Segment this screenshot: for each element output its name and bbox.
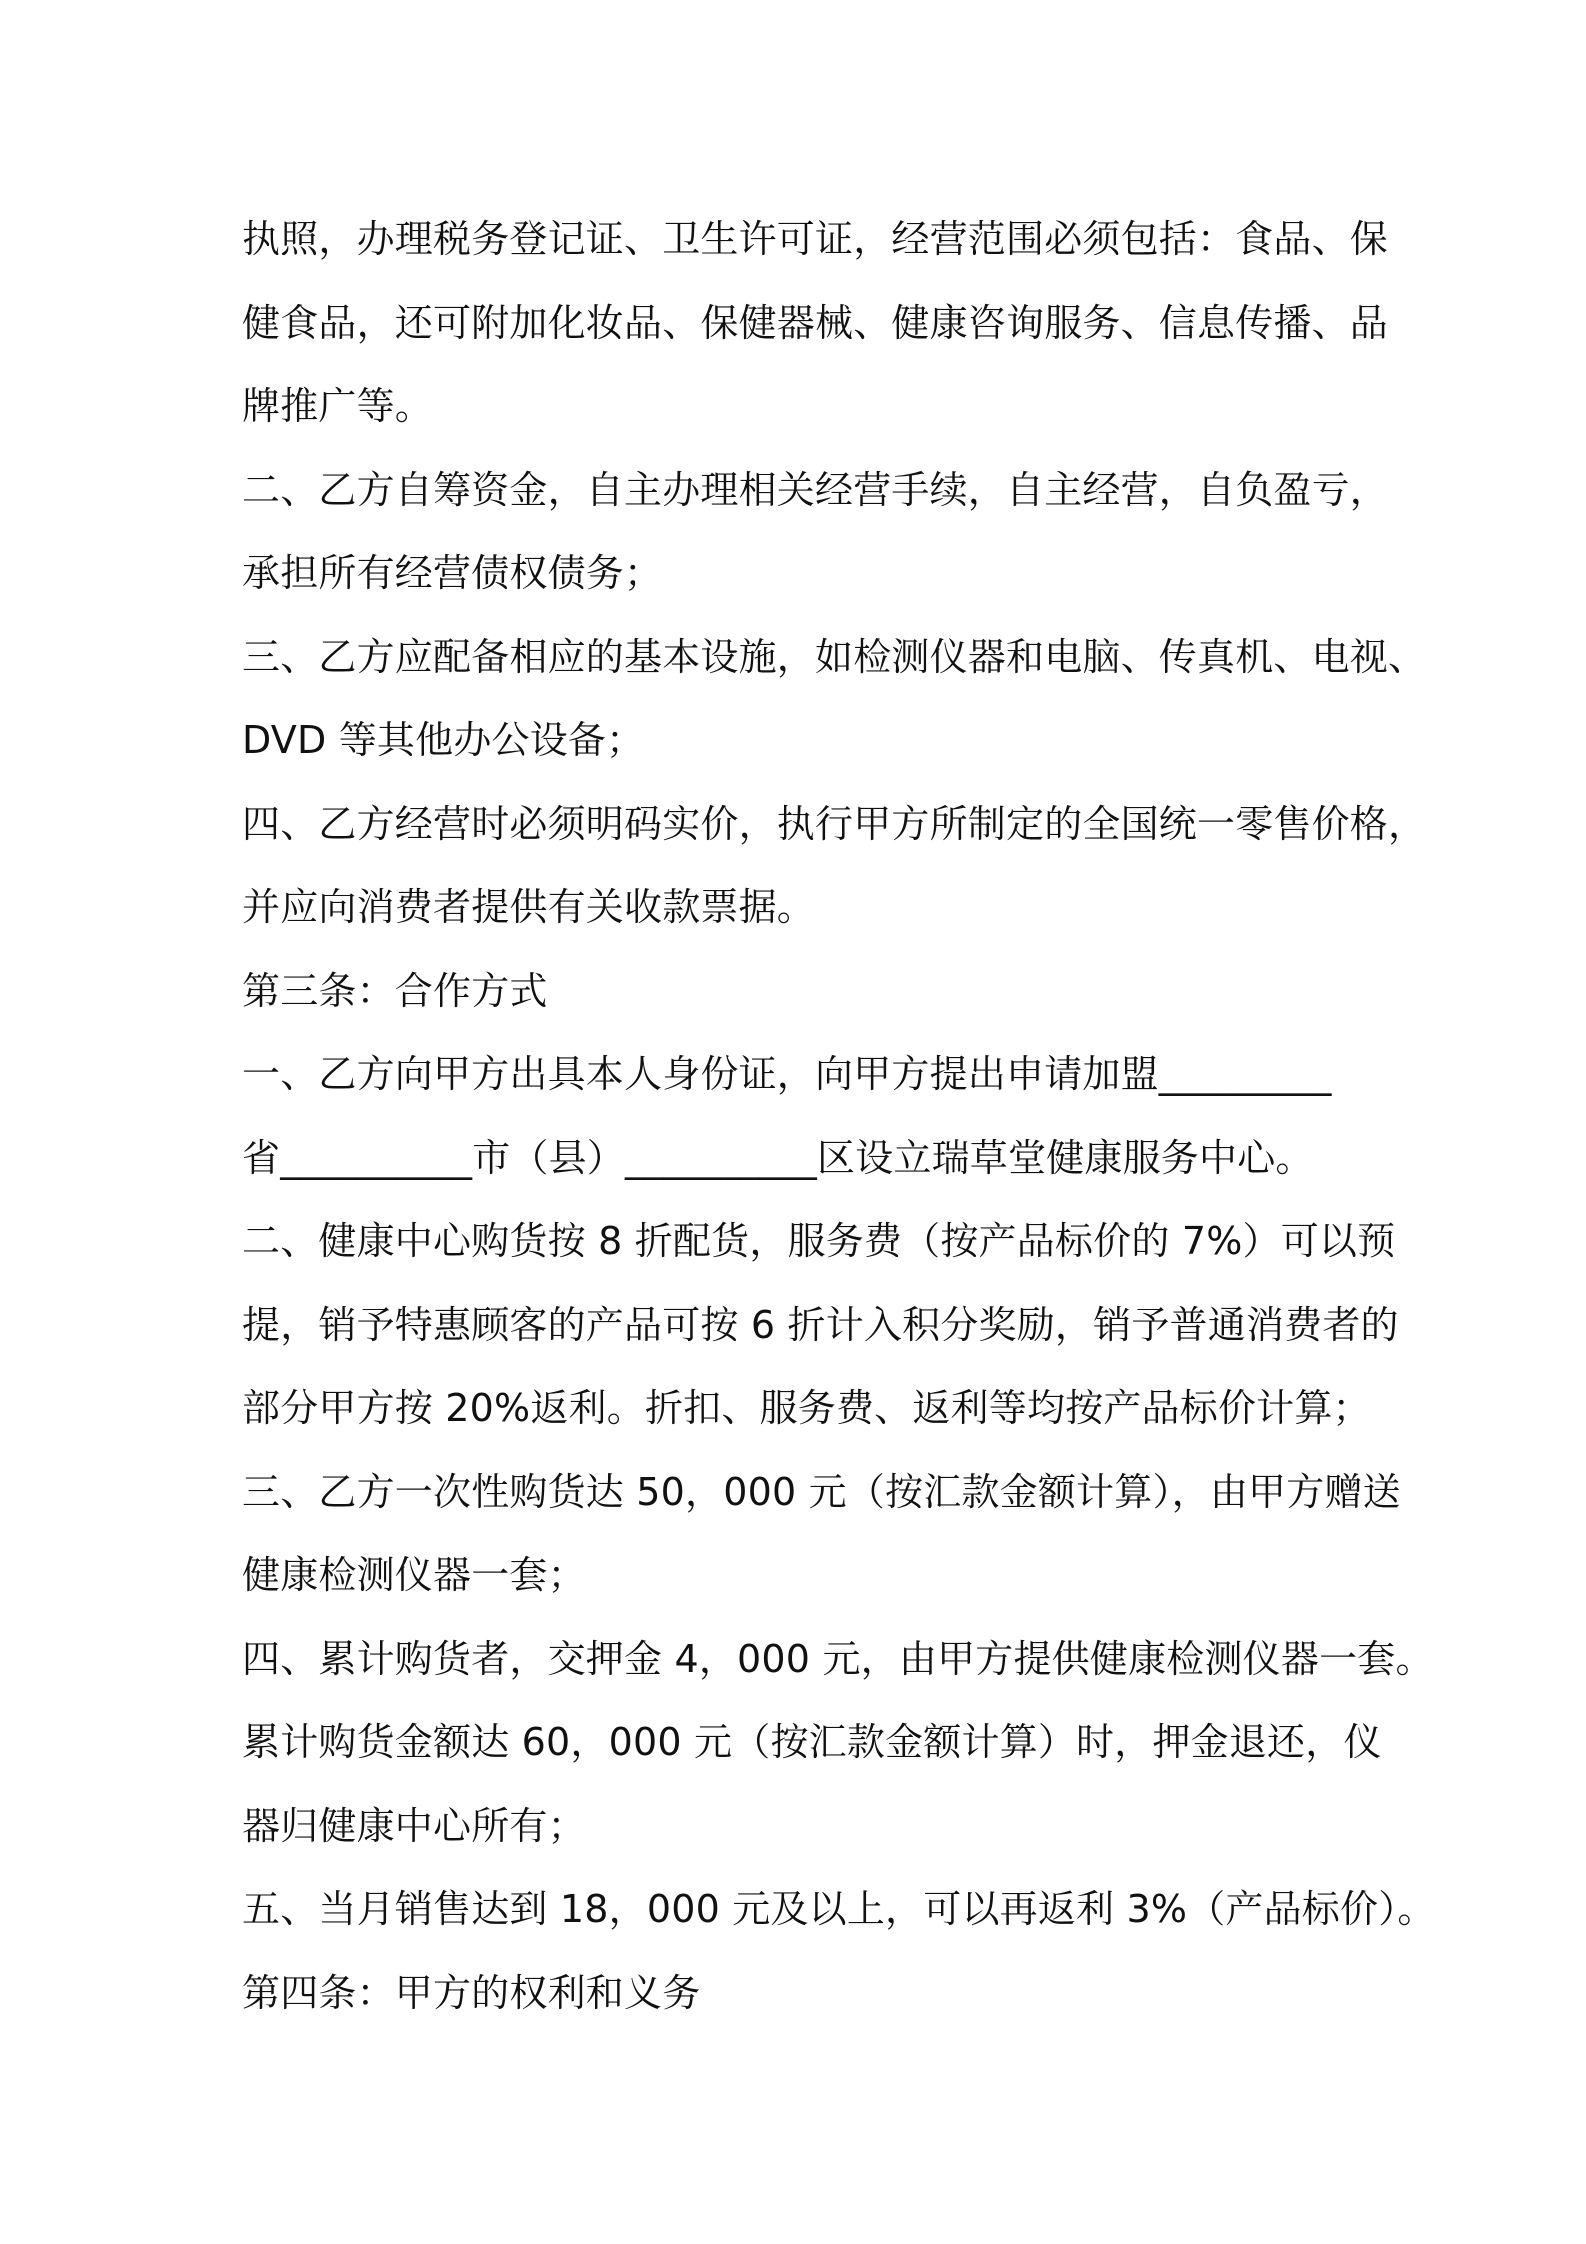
text-line: 牌推广等。 — [242, 384, 434, 428]
section-heading: 第三条：合作方式 — [242, 968, 548, 1013]
text-line: 并应向消费者提供有关收款票据。 — [242, 885, 816, 929]
text-line: DVD 等其他办公设备； — [242, 718, 645, 762]
text-line: 器归健康中心所有； — [242, 1803, 586, 1848]
text-line: 部分甲方按 20%返利。折扣、服务费、返利等均按产品标价计算； — [242, 1386, 1371, 1430]
text-line: 健食品，还可附加化妆品、保健器械、健康咨询服务、信息传播、品 — [242, 300, 1389, 345]
text-line: 一、乙方向甲方出具本人身份证，向甲方提出申请加盟_________ — [242, 1052, 1332, 1096]
text-line: 二、健康中心购货按 8 折配货，服务费（按产品标价的 7%）可以预 — [242, 1219, 1396, 1263]
text-line: 四、累计购货者，交押金 4，000 元，由甲方提供健康检测仪器一套。 — [242, 1636, 1434, 1681]
text-line: 累计购货金额达 60，000 元（按汇款金额计算）时，押金退还，仪 — [242, 1720, 1382, 1764]
text-line: 三、乙方一次性购货达 50，000 元（按汇款金额计算），由甲方赠送 — [242, 1469, 1401, 1514]
text-line: 五、当月销售达到 18，000 元及以上，可以再返利 3%（产品标价）。 — [242, 1887, 1436, 1931]
contract-text-body — [242, 198, 1436, 2035]
text-line: 三、乙方应配备相应的基本设施，如检测仪器和电脑、传真机、电视、 — [242, 634, 1427, 679]
text-line: 承担所有经营债权债务； — [242, 551, 663, 595]
text-line: 省__________市（县）__________区设立瑞草堂健康服务中心。 — [242, 1135, 1314, 1180]
text-line: 二、乙方自筹资金，自主办理相关经营手续，自主经营，自负盈亏， — [242, 467, 1389, 512]
text-line: 提，销予特惠顾客的产品可按 6 折计入积分奖励，销予普通消费者的 — [242, 1302, 1399, 1347]
section-heading: 第四条：甲方的权利和义务 — [242, 1970, 701, 2015]
text-line: 执照，办理税务登记证、卫生许可证，经营范围必须包括：食品、保 — [242, 217, 1389, 261]
text-line: 健康检测仪器一套； — [242, 1553, 586, 1597]
text-line: 四、乙方经营时必须明码实价，执行甲方所制定的全国统一零售价格， — [242, 801, 1427, 846]
